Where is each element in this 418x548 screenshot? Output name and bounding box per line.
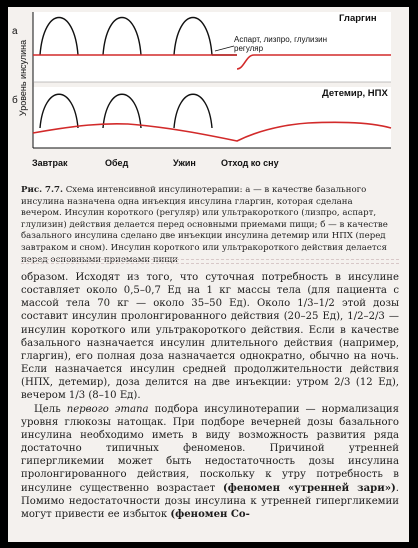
body-text bbox=[21, 271, 399, 521]
figure-caption bbox=[21, 185, 393, 266]
x-label-bedtime: Отход ко сну bbox=[221, 158, 279, 168]
panel-a-title: Гларгин bbox=[339, 13, 377, 24]
book-page bbox=[8, 7, 409, 542]
panel-a-note-line1: Аспарт, лизпро, глулизин bbox=[234, 35, 328, 44]
caption-text: Схема интенсивной инсулинотерапии: а — в качестве базального инсулина назначена одна инъекция инсулина гларгин, которая сделана вечером. Инсулин короткого (регуляр) или ультракороткого (лизпро, аспарт, глулизин) действия делается перед основными приемами пищи; б — в качестве базального инсулина сделано две инъекции инсулина детемир или НПХ (перед завтраком и сном). Инсулин короткого или ультракороткого действия делается перед основными приемами пищи bbox=[21, 185, 388, 265]
paragraph-1: образом. Исходят из того, что суточная потребность в инсулине составляет около 0,5–0,7 Ед на 1 кг массы тела (для пациента с массой тела 70 кг — около 35–50 Ед). Около 1/3–1/2 этой дозы составит инсулин пролонгированного действия (20–25 Ед), 1/2–2/3 — инсулин короткого или ультракороткого действия. Если в качестве базального назначается инсулин длительного действия (например, гларгин), его полная доза назначается однократно, обычно на ночь. Если назначается инсулин средней продолжительности действия (НПХ, детемир), доза делится на две инъекции: утром 2/3 (12 Ед), вечером 1/3 (8–10 Ед). bbox=[21, 272, 399, 402]
separator-bottom bbox=[21, 263, 399, 264]
figure-number: Рис. 7.7. bbox=[21, 185, 63, 195]
p2-bold-morning-dawn: (феномен «утренней зари») bbox=[222, 482, 396, 494]
x-label-breakfast: Завтрак bbox=[32, 158, 68, 168]
panel-a-note-line2: регуляр bbox=[234, 44, 264, 53]
insulin-figure bbox=[8, 7, 409, 182]
p2-mid: подбора инсулинотерапии — нормализация уровня глюкозы натощак. При подборе вечерней дозы базального инсулина необходимо иметь в виду возможность развития ряда достаточно типичных феноменов. Причиной утренней гипергликемии может быть недостаточность дозы инсулина пролонгированного действия, поскольку к утру потребность в инсулине существенно возрастает bbox=[21, 403, 399, 494]
panel-b-title: Детемир, НПХ bbox=[322, 88, 388, 99]
x-label-lunch: Обед bbox=[105, 158, 129, 168]
panel-b-label: б bbox=[12, 95, 18, 106]
separator-top bbox=[21, 259, 399, 260]
p2-italic: первого этапа bbox=[66, 403, 149, 415]
y-axis-label: Уровень инсулина bbox=[18, 39, 28, 117]
p2-bold-somogyi: (феномен Со- bbox=[170, 508, 250, 520]
panel-a-bg bbox=[33, 12, 391, 82]
paragraph-2 bbox=[21, 403, 399, 521]
p2-start: Цель bbox=[34, 403, 67, 415]
panel-a-label: а bbox=[12, 26, 18, 37]
p2-end: . Помимо недостаточности дозы инсулина к утренней гипергликемии могут привести ее избыток bbox=[21, 482, 399, 520]
x-label-dinner: Ужин bbox=[173, 158, 196, 168]
